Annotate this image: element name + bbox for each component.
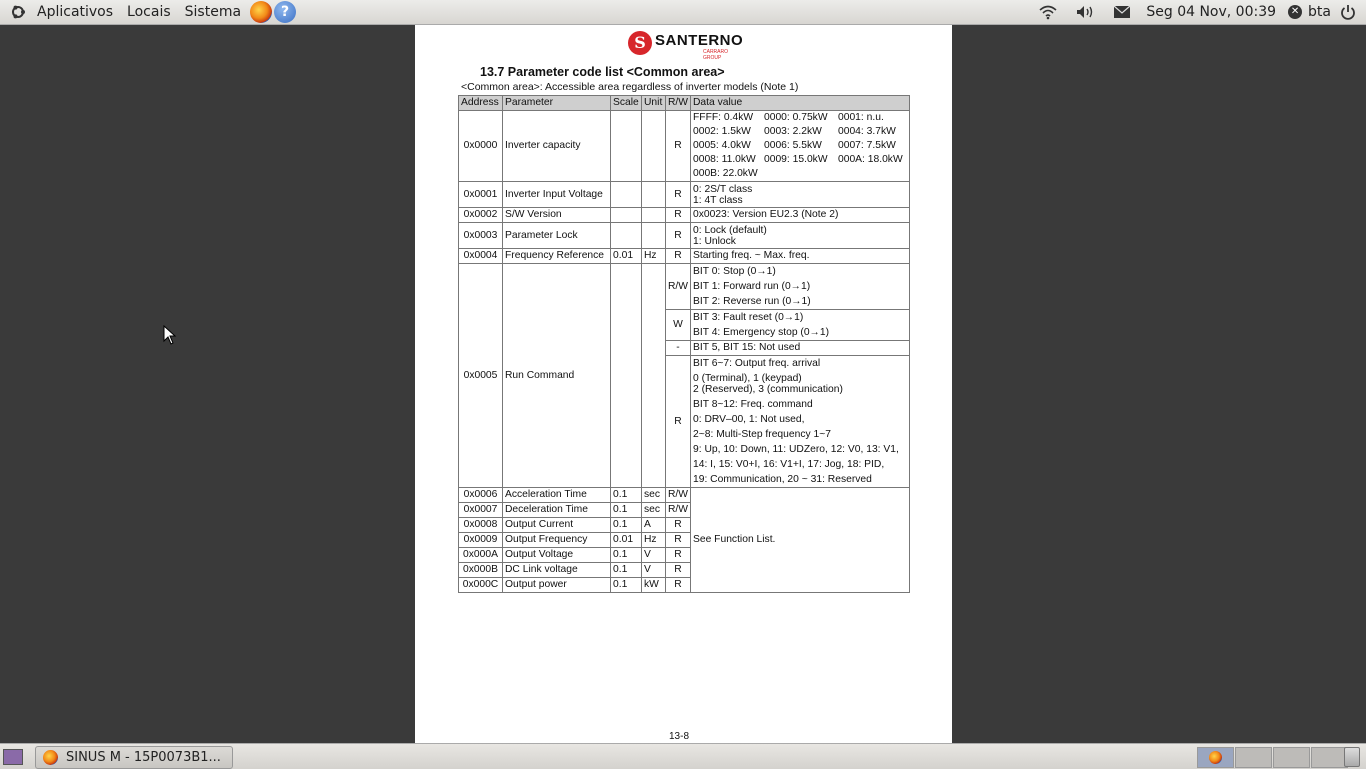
parameter-cell: Output Frequency [503, 533, 611, 548]
unit-cell: kW [642, 578, 666, 593]
address-cell: 0x0006 [459, 488, 503, 503]
unit-cell: sec [642, 503, 666, 518]
data-value-line: BIT 0: Stop (0→1) [693, 266, 776, 277]
unit-cell: V [642, 548, 666, 563]
scale-cell: 0.1 [611, 578, 642, 593]
table-row [459, 488, 910, 503]
workspace-1[interactable] [1197, 747, 1234, 768]
mouse-pointer-icon [163, 325, 177, 345]
parameter-cell: Output Current [503, 518, 611, 533]
scale-cell: 0.1 [611, 518, 642, 533]
data-value-line: BIT 3: Fault reset (0→1) [693, 312, 804, 323]
scale-cell: 0.1 [611, 548, 642, 563]
address-cell: 0x0008 [459, 518, 503, 533]
data-value-cell [691, 264, 910, 310]
firefox-icon [43, 750, 58, 765]
parameter-cell: Inverter capacity [503, 111, 611, 182]
rw-cell: R [666, 182, 691, 208]
parameter-cell: Acceleration Time [503, 488, 611, 503]
user-name: bta [1308, 4, 1331, 20]
data-value-line: 19: Communication, 20 ~ 31: Reserved [693, 474, 872, 485]
address-cell: 0x0005 [459, 264, 503, 488]
unit-cell: sec [642, 488, 666, 503]
rw-cell: R/W [666, 264, 691, 310]
data-value-line: 9: Up, 10: Down, 11: UDZero, 12: V0, 13: V1, [693, 444, 899, 455]
data-value-line: 000A: 18.0kW [838, 154, 903, 165]
column-header: R/W [666, 96, 691, 111]
rw-cell: R [666, 518, 691, 533]
data-value-line: 000B: 22.0kW [693, 168, 758, 179]
data-value-line: 0003: 2.2kW [764, 126, 822, 137]
page-number: 13-8 [669, 731, 690, 742]
rw-cell: R [666, 533, 691, 548]
address-cell: 0x0007 [459, 503, 503, 518]
rw-cell: R [666, 356, 691, 488]
rw-cell: R/W [666, 503, 691, 518]
address-cell: 0x000C [459, 578, 503, 593]
santerno-logo-icon: S [628, 31, 652, 55]
rw-cell: R [666, 563, 691, 578]
menu-applications[interactable]: Aplicativos [37, 4, 114, 20]
data-value-line: 0001: n.u. [838, 112, 884, 123]
data-value-cell [691, 356, 910, 488]
data-value-line: 1: 4T class [693, 194, 743, 206]
data-value-line: BIT 4: Emergency stop (0→1) [693, 327, 830, 338]
unit-cell [642, 208, 666, 223]
unit-cell [642, 223, 666, 249]
section-subtitle: <Common area>: Accessible area regardless of inverter models (Note 1) [461, 81, 799, 93]
column-header: Data value [691, 96, 910, 111]
menu-places[interactable]: Locais [127, 4, 171, 20]
data-value-line: 0009: 15.0kW [764, 154, 828, 165]
data-value-line: 0006: 5.5kW [764, 140, 822, 151]
scale-cell [611, 182, 642, 208]
volume-icon[interactable] [1075, 4, 1095, 20]
section-title: 13.7 Parameter code list <Common area> [480, 65, 725, 79]
scale-cell [611, 223, 642, 249]
address-cell: 0x0000 [459, 111, 503, 182]
logo-text: SANTERNO [655, 32, 744, 49]
logo-subtext: CARRARO GROUP [703, 49, 729, 61]
address-cell: 0x0002 [459, 208, 503, 223]
data-value-line: 2 (Reserved), 3 (communication) [693, 384, 843, 395]
column-header: Address [459, 96, 503, 111]
taskbar-window-button[interactable] [35, 746, 233, 769]
parameter-cell: Parameter Lock [503, 223, 611, 249]
data-value-line: 0008: 11.0kW [693, 154, 756, 165]
data-value-line: 0: 2S/T class [693, 183, 753, 195]
unit-cell: V [642, 563, 666, 578]
workspace-4[interactable] [1311, 747, 1348, 768]
table-row [459, 264, 910, 310]
data-value-line: 0005: 4.0kW [693, 140, 751, 151]
rw-cell: R [666, 111, 691, 182]
scale-cell: 0.1 [611, 563, 642, 578]
user-menu[interactable] [1288, 4, 1331, 20]
bottom-panel [0, 743, 1366, 769]
show-desktop-icon[interactable] [3, 749, 23, 765]
data-value-cell: See Function List. [691, 488, 910, 593]
rw-cell: R [666, 223, 691, 249]
column-header: Scale [611, 96, 642, 111]
wifi-icon[interactable] [1039, 4, 1057, 20]
unit-cell: A [642, 518, 666, 533]
rw-cell: R [666, 578, 691, 593]
data-value-line: 0: DRV–00, 1: Not used, [693, 414, 805, 425]
unit-cell [642, 264, 666, 488]
table-row [459, 111, 910, 182]
unit-cell [642, 182, 666, 208]
table-header-row [459, 96, 910, 111]
column-header: Parameter [503, 96, 611, 111]
workspace-3[interactable] [1273, 747, 1310, 768]
rw-cell: R [666, 208, 691, 223]
data-value-line: 0004: 3.7kW [838, 126, 896, 137]
address-cell: 0x0009 [459, 533, 503, 548]
address-cell: 0x0004 [459, 249, 503, 264]
top-panel [0, 0, 1366, 25]
unit-cell: Hz [642, 533, 666, 548]
data-value-line: BIT 1: Forward run (0→1) [693, 281, 811, 292]
table-row [459, 182, 910, 208]
data-value-cell [691, 182, 910, 208]
data-value-cell [691, 223, 910, 249]
data-value-line: BIT 6~7: Output freq. arrival [693, 358, 821, 369]
data-value-cell: BIT 5, BIT 15: Not used [691, 341, 910, 356]
table-row [459, 249, 910, 264]
scale-cell: 0.1 [611, 488, 642, 503]
parameter-cell: Inverter Input Voltage [503, 182, 611, 208]
address-cell: 0x000B [459, 563, 503, 578]
parameter-cell: Deceleration Time [503, 503, 611, 518]
data-value-cell [691, 111, 910, 182]
data-value-line: 0002: 1.5kW [693, 126, 751, 137]
data-value-line: FFFF: 0.4kW [693, 112, 754, 123]
parameter-cell: Output Voltage [503, 548, 611, 563]
workspace-switcher [1197, 747, 1349, 768]
firefox-mini-icon [1209, 751, 1222, 764]
parameter-cell: Frequency Reference [503, 249, 611, 264]
clock[interactable]: Seg 04 Nov, 00:39 [1146, 4, 1277, 20]
unit-cell: Hz [642, 249, 666, 264]
scale-cell: 0.01 [611, 533, 642, 548]
taskbar-window-title: SINUS M - 15P0073B1... [66, 750, 221, 765]
scale-cell: 0.01 [611, 249, 642, 264]
rw-cell: R/W [666, 488, 691, 503]
data-value-line: 0000: 0.75kW [764, 112, 828, 123]
table-row [459, 208, 910, 223]
unit-cell [642, 111, 666, 182]
data-value-cell: Starting freq. ~ Max. freq. [691, 249, 910, 264]
data-value-line: 14: I, 15: V0+I, 16: V1+I, 17: Jog, 18: PID, [693, 459, 885, 470]
power-icon[interactable] [1340, 4, 1356, 20]
parameter-cell: Output power [503, 578, 611, 593]
data-value-cell [691, 310, 910, 341]
parameter-cell: Run Command [503, 264, 611, 488]
address-cell: 0x0003 [459, 223, 503, 249]
data-value-line: BIT 2: Reverse run (0→1) [693, 296, 811, 307]
parameter-table [458, 95, 910, 593]
workspace-2[interactable] [1235, 747, 1272, 768]
menu-system[interactable]: Sistema [184, 4, 242, 20]
table-row [459, 223, 910, 249]
firefox-launcher-icon[interactable] [250, 1, 272, 23]
scale-cell [611, 111, 642, 182]
column-header: Unit [642, 96, 666, 111]
data-value-line: 0 (Terminal), 1 (keypad) [693, 373, 802, 384]
rw-cell: W [666, 310, 691, 341]
scale-cell: 0.1 [611, 503, 642, 518]
data-value-line: 1: Unlock [693, 235, 736, 247]
ubuntu-menu-icon[interactable] [10, 4, 26, 20]
data-value-line: 2~8: Multi-Step frequency 1~7 [693, 429, 831, 440]
system-tray [1030, 0, 1366, 24]
rw-cell: - [666, 341, 691, 356]
address-cell: 0x0001 [459, 182, 503, 208]
santerno-logo [628, 30, 744, 61]
pdf-page [415, 25, 952, 743]
trash-icon[interactable] [1344, 747, 1360, 767]
help-launcher-icon[interactable]: ? [274, 1, 296, 23]
data-value-line: 0007: 7.5kW [838, 140, 896, 151]
parameter-cell: S/W Version [503, 208, 611, 223]
data-value-line: BIT 8~12: Freq. command [693, 399, 813, 410]
rw-cell: R [666, 249, 691, 264]
data-value-cell: 0x0023: Version EU2.3 (Note 2) [691, 208, 910, 223]
scale-cell [611, 208, 642, 223]
data-value-line: 0: Lock (default) [693, 224, 767, 236]
parameter-cell: DC Link voltage [503, 563, 611, 578]
mail-icon[interactable] [1113, 5, 1131, 19]
address-cell: 0x000A [459, 548, 503, 563]
scale-cell [611, 264, 642, 488]
rw-cell: R [666, 548, 691, 563]
user-status-icon: ✕ [1288, 5, 1302, 19]
